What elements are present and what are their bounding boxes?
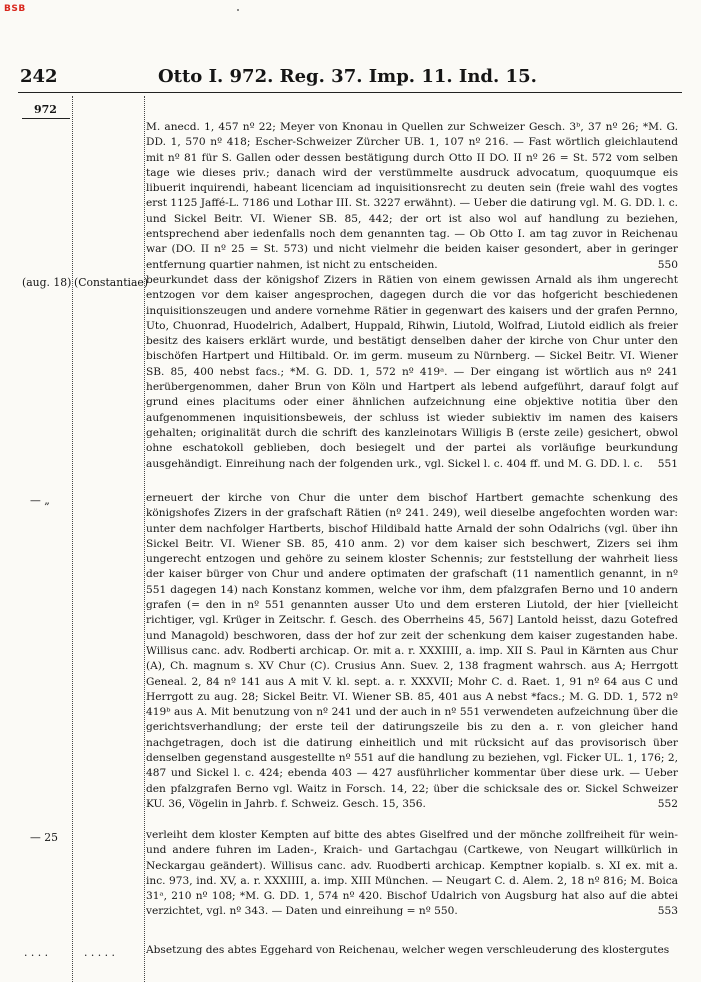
scan-speck: [237, 9, 239, 11]
entry-date: (aug. 18): [22, 276, 72, 289]
entry-date: . . . .: [24, 946, 49, 959]
header-rule: [18, 92, 682, 93]
entry-date: — 25: [30, 831, 58, 844]
page-number: 242: [20, 66, 58, 87]
entry-number: 553: [657, 905, 678, 918]
entry-550: [146, 120, 678, 273]
entry-place: . . . . .: [84, 946, 115, 959]
entry-place: (Constantiae): [74, 276, 149, 289]
date-column-rule: [72, 96, 73, 982]
entry-551: [146, 273, 678, 472]
entry-date: — „: [30, 494, 50, 507]
entry-number: 552: [657, 797, 678, 810]
entry-number: 550: [657, 258, 678, 271]
entry-text: verleiht dem kloster Kempten auf bitte des abtes Giselfred und der mönche zollfreiheit für wein- und andere fuhren im Laden-, Kraich- und Gartachgau (Cartkewe, von Neugart willkürlich in Neckargau geändert). Willisus canc. adv. Ruodberti archicap. Kemptner kopialb. s. XI ex. mit a. inc. 973, ind. XV, a. r. XXXIIII, a. imp. XIII München. — Neugart C. d. Alem. 2, 18 nº 816; M. Boica 31ᵃ, 210 nº 108; *M. G. DD. 1, 574 nº 420. Bischof Udalrich von Augsburg hat also auf die abtei verzichtet, vgl. nº 343. — Daten und einreihung = nº 550.: [146, 829, 678, 918]
running-head: Otto I. 972. Reg. 37. Imp. 11. Ind. 15.: [158, 66, 537, 87]
entry-text: M. anecd. 1, 457 nº 22; Meyer von Knonau in Quellen zur Schweizer Gesch. 3ᵇ, 37 nº 26; *M. G. DD. 1, 570 nº 418; Escher-Schweizer Zürcher UB. 1, 107 nº 216. — Fast wörtlich gleichlautend mit nº 81 für S. Gallen oder dessen bestätigung durch Otto II DO. II nº 26 = St. 572 vom selben tage wie dieses priv.; danach wird der verstümmelte ausdruck advocatum, quoquumque eis libuerit inquirendi, habeant licenciam ad inquisitionsrecht zu deuten sein (freie wahl des vogtes erst 1125 Jaffé-L. 7186 und Lothar III. St. 3227 erwähnt). — Ueber die datirung vgl. M. G. DD. l. c. und Sickel Beitr. VI. Wiener SB. 85, 442; der ort ist also wol auf handlung zu beziehen, entsprechend aber iedenfalls noch dem genannten tag. — Ob Otto I. am tag zuvor in Reichenau war (DO. II nº 25 = St. 573) und nicht vielmehr die beiden kaiser gesondert, aber in geringer entfernung quartier nahmen, ist nicht zu entscheiden.: [146, 121, 678, 271]
place-column-rule: [144, 96, 145, 982]
year-rule: [22, 118, 70, 119]
entry-text: erneuert der kirche von Chur die unter dem bischof Hartbert gemachte schenkung des königshofes Zizers in der grafschaft Rätien (nº 241. 249), weil dieselbe angefochten worden war: unter dem nachfolger Hartberts, bischof Hildibald hatte Arnald der sohn Odalrichs (vgl. über ihn Sickel Beitr. VI. Wiener SB. 85, 410 anm. 2) vor dem kaiser sich beschwert, Zizers sei ihm ungerecht entzogen und gehöre zu seinem kloster Schennis; zur feststellung der wahrheit liess der kaiser bürger von Chur und andere optimaten der grafschaft (11 namentlich genannt, in nº 551 dagegen 14) nach Konstanz kommen, welche vor ihm, dem pfalzgrafen Berno und 10 andern grafen (= den in nº 551 genannten ausser Uto und dem ersteren Liutold, der hier [vielleicht richtiger, vgl. Krüger in Zeitschr. f. Gesch. des Oberrheins 45, 567] Lantold heisst, dazu Gotefred und Managold) beschworen, dass der hof zur zeit der schenkung dem kaiser zugestanden habe. Willisus canc. adv. Rodberti archicap. Or. mit a. r. XXXIIII, a. imp. XII S. Paul in Kärnten aus Chur (A), Ch. magnum s. XV Chur (C). Crusius Ann. Suev. 2, 138 fragment wahrsch. aus A; Herrgott Geneal. 2, 84 nº 141 aus A mit V. kl. sept. a. r. XXXVII; Mohr C. d. Raet. 1, 91 nº 64 aus C und Herrgott zu aug. 28; Sickel Beitr. VI. Wiener SB. 85, 401 aus A nebst *facs.; M. G. DD. 1, 572 nº 419ᵇ aus A. Mit benutzung von nº 241 und der auch in nº 551 verwendeten aufzeichnung über die gerichtsverhandlung; der erste teil der datirungszeile bis zu den a. r. von gleicher hand nachgetragen, doch ist die datirung einheitlich und mit rücksicht auf das provisorisch über denselben gegenstand ausgestellte nº 551 auf die handlung zu beziehen, vgl. Ficker UL. 1, 176; 2, 487 und Sickel l. c. 424; ebenda 403 — 427 ausführlicher kommentar über diese urk. — Ueber den pfalzgrafen Berno vgl. Waitz in Forsch. 14, 22; über die schicksale des or. Sickel Schweizer KU. 36, Vögelin in Jahrb. f. Schweiz. Gesch. 15, 356.: [146, 492, 678, 810]
entry-number: 551: [657, 457, 678, 470]
entry-553: [146, 828, 678, 920]
entry-next: [146, 943, 678, 958]
library-stamp: BSB: [4, 4, 26, 14]
entry-text: Absetzung des abtes Eggehard von Reichenau, welcher wegen verschleuderung des klostergutes: [146, 944, 670, 956]
entry-text: beurkundet dass der königshof Zizers in Rätien von einem gewissen Arnald als ihm ungerecht entzogen vor dem kaiser angesprochen, dagegen durch die vor das hofgericht beschiedenen inquisitionszeugen und andere vornehme Rätier in gegenwart des kaisers und der grafen Pernno, Uto, Chuonrad, Huodelrich, Adalbert, Huppald, Rihwin, Liutold, Wolfrad, Liutold eidlich als freier besitz des kaisers erklärt wurde, und bestätigt denselben daher der kirche von Chur unter den bischöfen Hartpert und Hiltibald. Or. im germ. museum zu Nürnberg. — Sickel Beitr. VI. Wiener SB. 85, 400 nebst facs.; *M. G. DD. 1, 572 nº 419ᵃ. — Der eingang ist wörtlich aus nº 241 herübergenommen, daher Brun von Köln und Hartpert als lebend aufgeführt, darauf folgt auf grund eines placitums oder einer ähnlichen aufzeichnung eine objektive notitia über den aufgenommenen inquisitionsbeweis, der schluss ist wieder subiektiv im namen des kaisers gehalten; originalität durch die schrift des kanzleinotars Willigis B (erste zeile) gesichert, obwol ohne eschatokoll geblieben, doch besiegelt und der partei als vorläufige beurkundung ausgehändigt. Einreihung nach der folgenden urk., vgl. Sickel l. c. 404 ff. und M. G. DD. l. c.: [146, 274, 678, 470]
entry-552: [146, 491, 678, 812]
year-cell: 972: [34, 103, 57, 116]
